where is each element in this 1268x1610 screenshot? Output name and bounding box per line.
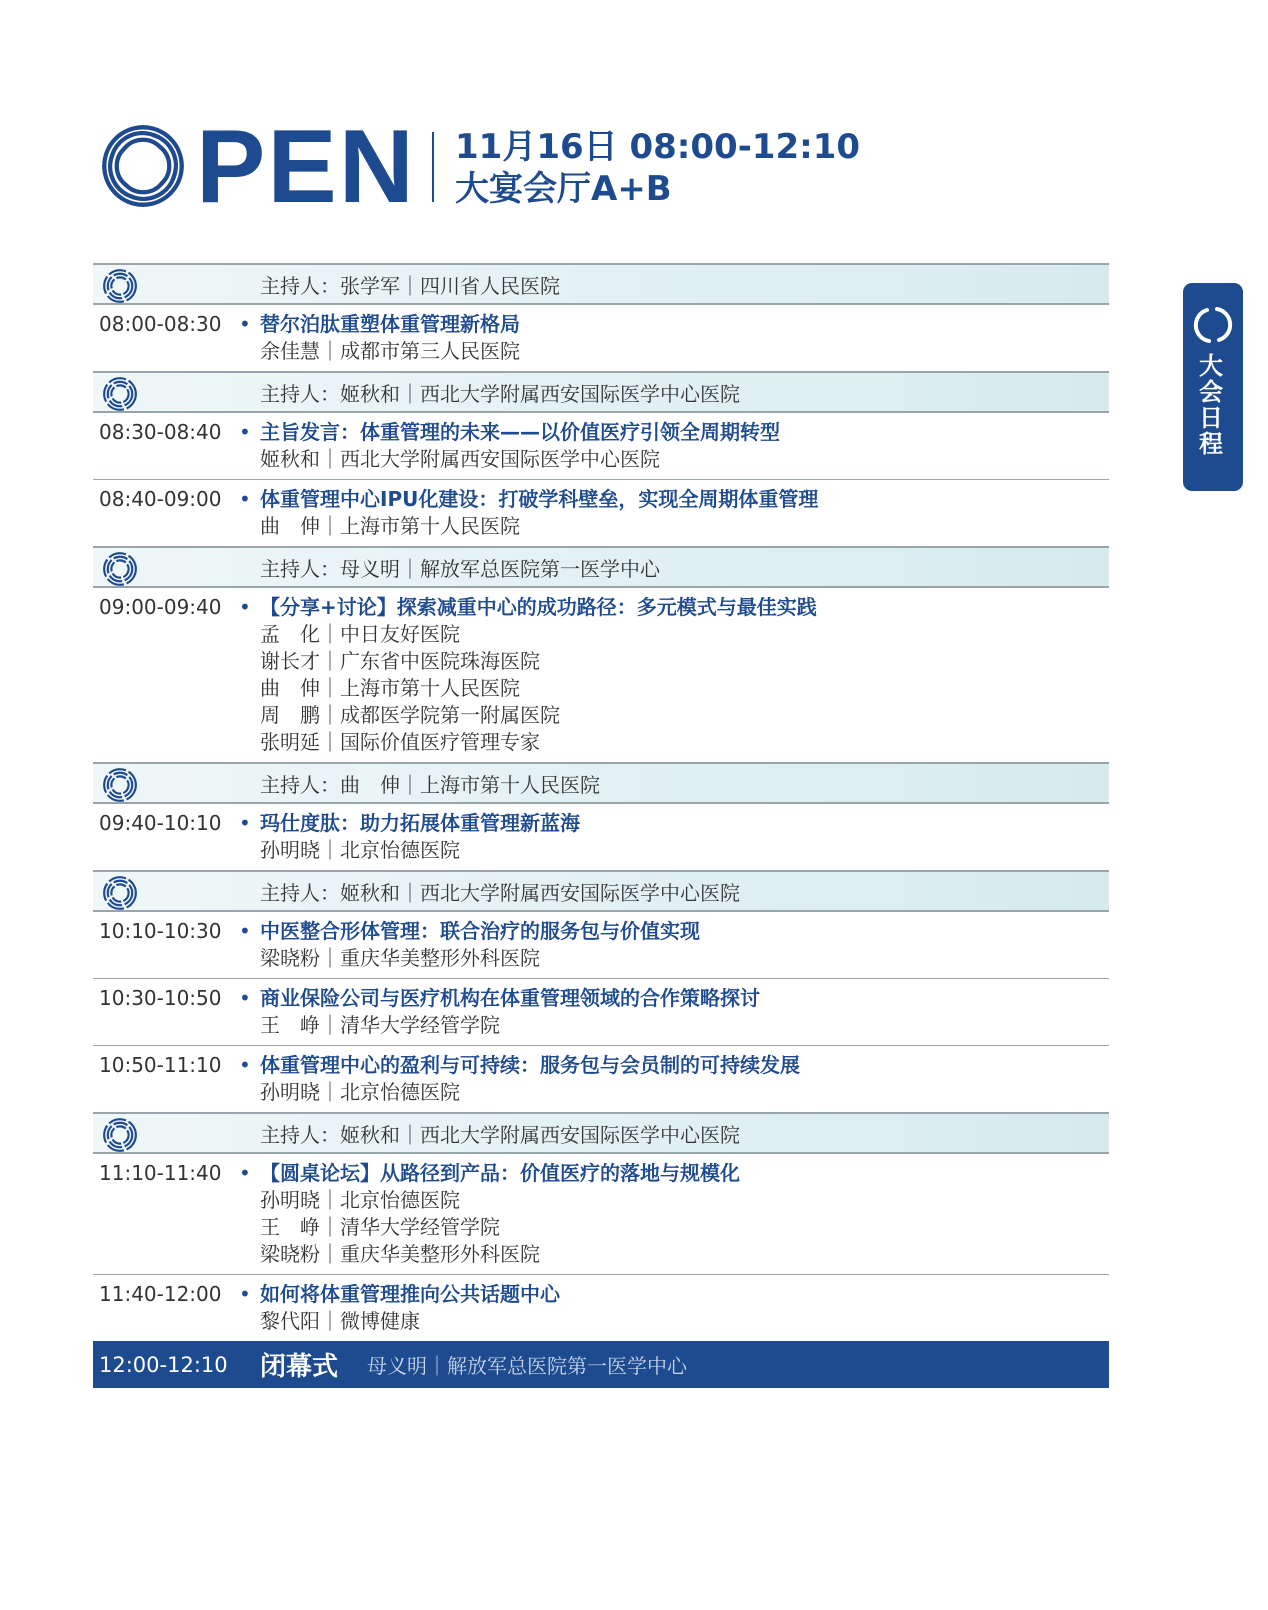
session-row: [93, 1045, 1109, 1112]
session-row: [93, 305, 1109, 371]
agenda-list: [93, 263, 1109, 1388]
session-title: 玛仕度肽：助力拓展体重管理新蓝海: [260, 811, 580, 835]
bullet-icon: •: [239, 487, 251, 511]
session-time: 10:10-10:30: [99, 919, 222, 943]
speaker: 曲 伸｜上海市第十人民医院: [260, 676, 520, 700]
session-time: 10:30-10:50: [99, 986, 222, 1010]
host-row: [93, 762, 1109, 804]
host-text: 主持人：姬秋和｜西北大学附属西安国际医学中心医院: [260, 381, 740, 406]
bullet-icon: •: [239, 1053, 251, 1077]
speaker: 梁晓粉｜重庆华美整形外科医院: [260, 1242, 540, 1266]
session-time: 08:30-08:40: [99, 420, 222, 444]
side-tab-agenda[interactable]: [1183, 283, 1243, 491]
host-text: 主持人：曲 伸｜上海市第十人民医院: [260, 772, 600, 797]
host-row: [93, 870, 1109, 912]
bullet-icon: •: [239, 986, 251, 1010]
session-title: 体重管理中心的盈利与可持续：服务包与会员制的可持续发展: [260, 1053, 800, 1077]
speaker: 孙明晓｜北京怡德医院: [260, 1188, 460, 1212]
closing-title: 闭幕式: [260, 1352, 339, 1382]
host-logo-icon: [100, 551, 140, 587]
session-row: [93, 978, 1109, 1045]
host-logo-icon: [100, 1117, 140, 1153]
host-logo-icon: [100, 875, 140, 911]
speaker: 曲 伸｜上海市第十人民医院: [260, 514, 520, 538]
session-row: [93, 804, 1109, 870]
session-time: 08:40-09:00: [99, 487, 222, 511]
host-row: [93, 546, 1109, 588]
speaker: 王 峥｜清华大学经管学院: [260, 1013, 500, 1037]
venue: 大宴会厅A+B: [455, 169, 672, 209]
host-text: 主持人：母义明｜解放军总医院第一医学中心: [260, 556, 660, 581]
host-row: [93, 371, 1109, 413]
event-info: [455, 126, 860, 210]
swirl-icon: [1193, 305, 1233, 345]
session-row: [93, 1274, 1109, 1341]
session-title: 体重管理中心IPU化建设：打破学科壁垒，实现全周期体重管理: [260, 487, 819, 511]
bullet-icon: •: [239, 595, 251, 619]
bullet-icon: •: [239, 420, 251, 444]
session-title: 中医整合形体管理：联合治疗的服务包与价值实现: [260, 919, 700, 943]
closing-time: 12:00-12:10: [99, 1352, 228, 1377]
session-row: [93, 1154, 1109, 1274]
session-time: 10:50-11:10: [99, 1053, 222, 1077]
open-logo-icon: [100, 123, 186, 209]
date-time: 11月16日 08:00-12:10: [455, 127, 861, 167]
session-time: 11:10-11:40: [99, 1161, 222, 1185]
host-row: [93, 263, 1109, 305]
closing-row: [93, 1341, 1109, 1388]
logo-text: PEN: [196, 109, 416, 225]
speaker: 梁晓粉｜重庆华美整形外科医院: [260, 946, 540, 970]
session-row: [93, 912, 1109, 978]
speaker: 孙明晓｜北京怡德医院: [260, 1080, 460, 1104]
speaker: 孙明晓｜北京怡德医院: [260, 838, 460, 862]
session-time: 09:00-09:40: [99, 595, 222, 619]
session-time: 09:40-10:10: [99, 811, 222, 835]
session-title: 【分享+讨论】探索减重中心的成功路径：多元模式与最佳实践: [260, 595, 817, 619]
session-title: 商业保险公司与医疗机构在体重管理领域的合作策略探讨: [260, 986, 760, 1010]
session-title: 替尔泊肽重塑体重管理新格局: [260, 312, 520, 336]
session-time: 11:40-12:00: [99, 1282, 222, 1306]
session-title: 【圆桌论坛】从路径到产品：价值医疗的落地与规模化: [260, 1161, 740, 1185]
speaker: 谢长才｜广东省中医院珠海医院: [260, 649, 540, 673]
bullet-icon: •: [239, 1282, 251, 1306]
session-row: [93, 479, 1109, 546]
host-text: 主持人：姬秋和｜西北大学附属西安国际医学中心医院: [260, 880, 740, 905]
session-row: [93, 588, 1109, 762]
speaker: 王 峥｜清华大学经管学院: [260, 1215, 500, 1239]
host-logo-icon: [100, 376, 140, 412]
bullet-icon: •: [239, 1161, 251, 1185]
session-row: [93, 413, 1109, 479]
host-text: 主持人：张学军｜四川省人民医院: [260, 273, 560, 298]
bullet-icon: •: [239, 811, 251, 835]
speaker: 余佳慧｜成都市第三人民医院: [260, 339, 520, 363]
host-row: [93, 1112, 1109, 1154]
speaker: 周 鹏｜成都医学院第一附属医院: [260, 703, 560, 727]
host-logo-icon: [100, 767, 140, 803]
side-tab-label: 大会日程: [1194, 353, 1223, 457]
speaker: 黎代阳｜微博健康: [260, 1309, 420, 1333]
header-divider: [432, 132, 434, 202]
speaker: 姬秋和｜西北大学附属西安国际医学中心医院: [260, 447, 660, 471]
session-title: 主旨发言：体重管理的未来——以价值医疗引领全周期转型: [260, 420, 780, 444]
host-text: 主持人：姬秋和｜西北大学附属西安国际医学中心医院: [260, 1122, 740, 1147]
speaker: 孟 化｜中日友好医院: [260, 622, 460, 646]
bullet-icon: •: [239, 919, 251, 943]
session-title: 如何将体重管理推向公共话题中心: [260, 1282, 560, 1306]
bullet-icon: •: [239, 312, 251, 336]
speaker: 张明延｜国际价值医疗管理专家: [260, 730, 540, 754]
host-logo-icon: [100, 268, 140, 304]
closing-speaker: 母义明｜解放军总医院第一医学中心: [367, 1354, 687, 1378]
session-time: 08:00-08:30: [99, 312, 222, 336]
